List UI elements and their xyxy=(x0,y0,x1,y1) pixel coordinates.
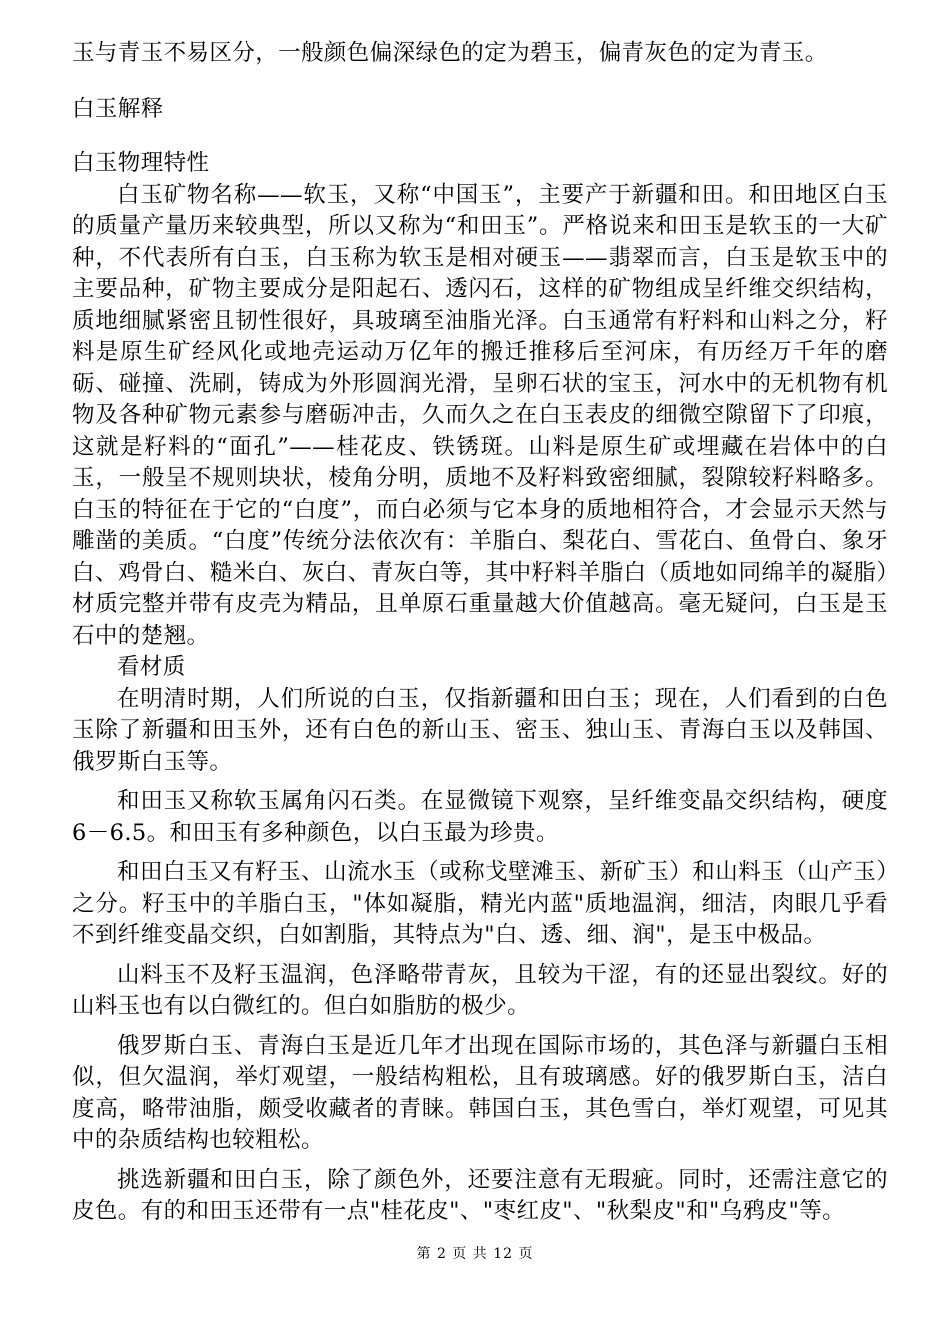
document-body xyxy=(72,38,888,1228)
paragraph-ming-qing: 在明清时期，人们所说的白玉，仅指新疆和田白玉；现在，人们看到的白色玉除了新疆和田玉外，还有白色的新山玉、密玉、独山玉、青海白玉以及韩国、俄罗斯白玉等。 xyxy=(72,685,888,775)
paragraph-mountain-jade: 山料玉不及籽玉温润，色泽略带青灰，且较为干涩，有的还显出裂纹。好的山料玉也有以白微红的。但白如脂肪的极少。 xyxy=(72,961,888,1019)
paragraph-hetian-hardness: 和田玉又称软玉属角闪石类。在显微镜下观察，呈纤维变晶交织结构，硬度 6－6.5。和田玉有多种颜色，以白玉最为珍贵。 xyxy=(72,788,888,846)
paragraph-continuation: 玉与青玉不易区分，一般颜色偏深绿色的定为碧玉，偏青灰色的定为青玉。 xyxy=(72,40,828,66)
subheading-material: 看材质 xyxy=(117,654,186,680)
paragraph-mineral-description: 白玉矿物名称——软玉，又称“中国玉”，主要产于新疆和田。和田地区白玉的质量产量历来较典型，所以又称为“和田玉”。严格说来和田玉是软玉的一大矿种，不代表所有白玉，白玉称为软玉是相对硬玉——翡翠而言，白玉是软玉中的主要品种，矿物主要成分是阳起石、透闪石，这样的矿物组成呈纤维交织结构，质地细腻紧密且韧性很好，具玻璃至油脂光泽。白玉通常有籽料和山料之分，籽料是原生矿经风化或地壳运动万亿年的搬迁推移后至河床，有历经万千年的磨砺、碰撞、洗刷，铸成为外形圆润光滑，呈卵石状的宝玉，河水中的无机物有机物及各种矿物元素参与磨砺冲击，久而久之在白玉表皮的细微空隙留下了印痕，这就是籽料的“面孔”——桂花皮、铁锈斑。山料是原生矿或埋藏在岩体中的白玉，一般呈不规则块状，棱角分明，质地不及籽料致密细腻，裂隙较籽料略多。白玉的特征在于它的“白度”，而白必须与它本身的质地相符合，才会显示天然与雕凿的美质。“白度”传统分法依次有：羊脂白、梨花白、雪花白、鱼骨白、象牙白、鸡骨白、糙米白、灰白、青灰白等，其中籽料羊脂白（质地如同绵羊的凝脂）材质完整并带有皮壳为精品，且单原石重量越大价值越高。毫无疑问，白玉是玉石中的楚翘。 xyxy=(72,181,888,649)
paragraph-seed-jade: 和田白玉又有籽玉、山流水玉（或称戈壁滩玉、新矿玉）和山料玉（山产玉）之分。籽玉中的羊脂白玉，"体如凝脂，精光内蓝"质地温润，细洁，肉眼几乎看不到纤维变晶交织，白如割脂，其特点为"白、透、细、润"，是玉中极品。 xyxy=(72,859,888,948)
section-heading-white-jade: 白玉解释 xyxy=(72,95,164,122)
section-heading-physical-properties: 白玉物理特性 xyxy=(72,150,210,176)
page-number-footer: 第 2 页 共 12 页 xyxy=(416,1246,534,1262)
paragraph-selection-tips: 挑选新疆和田白玉，除了颜色外，还要注意有无瑕疵。同时，还需注意它的皮色。有的和田玉还带有一点"桂花皮"、"枣红皮"、"秋梨皮"和"乌鸦皮"等。 xyxy=(72,1166,888,1224)
paragraph-russian-qinghai-jade: 俄罗斯白玉、青海白玉是近几年才出现在国际市场的，其色泽与新疆白玉相似，但欠温润，举灯观望，一般结构粗松，且有玻璃感。好的俄罗斯白玉，洁白度高，略带油脂，颇受收藏者的青睐。韩国白玉，其色雪白，举灯观望，可见其中的杂质结构也较粗松。 xyxy=(72,1032,888,1153)
